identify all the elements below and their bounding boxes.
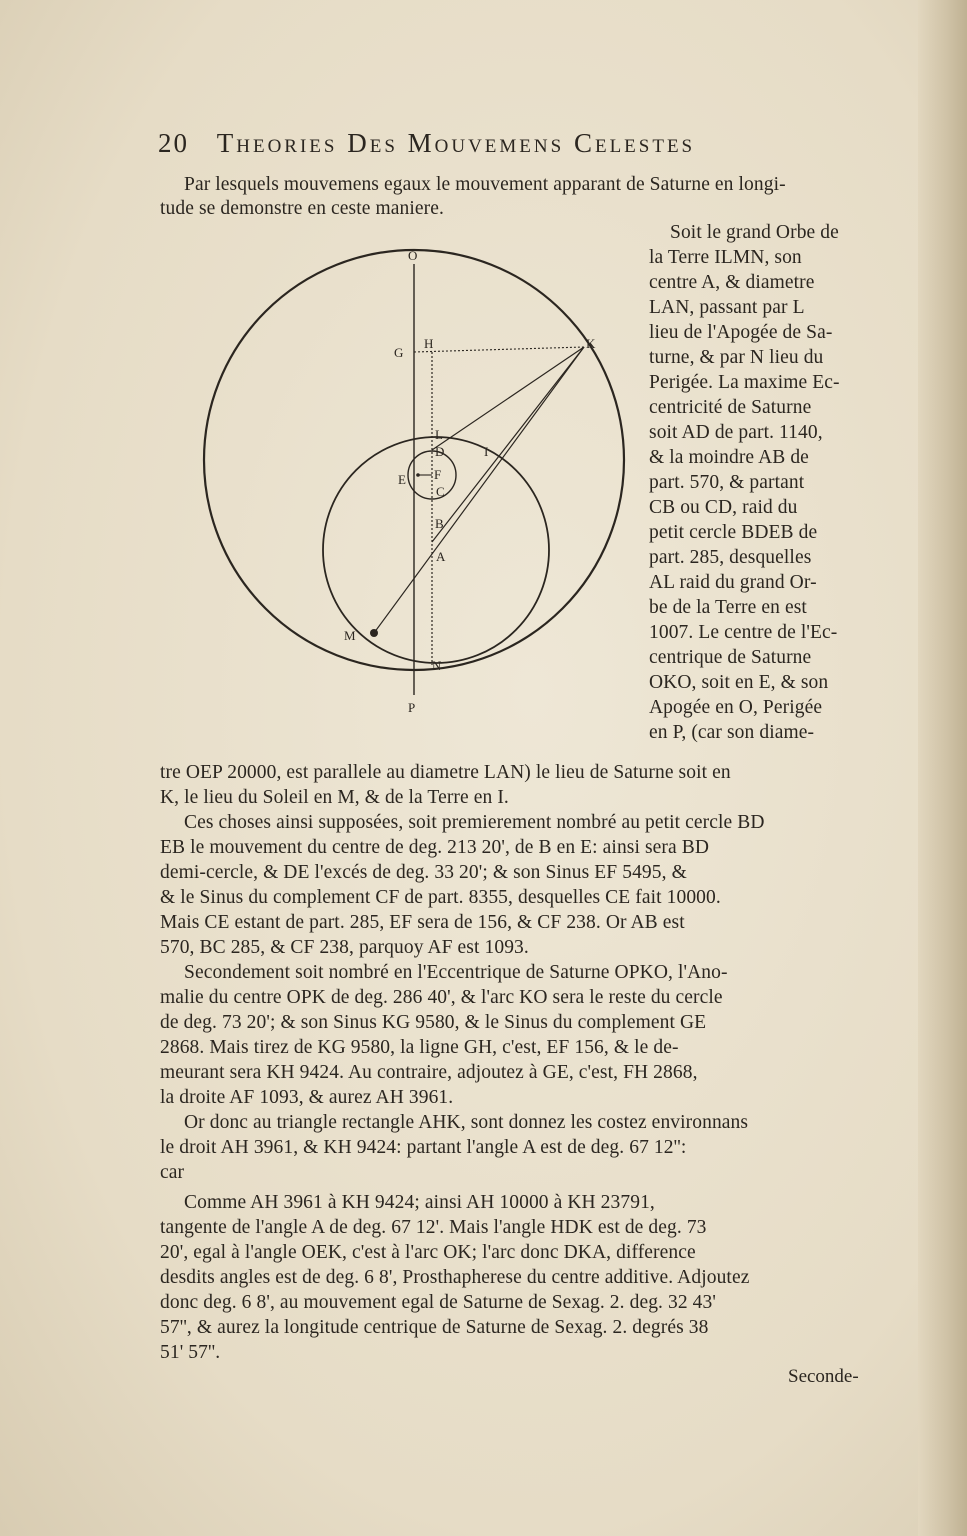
text-line: la droite AF 1093, & aurez AH 3961. bbox=[160, 1087, 454, 1108]
label-f: F bbox=[434, 467, 442, 482]
line-k-a bbox=[432, 347, 584, 542]
text-line: part. 285, desquelles bbox=[649, 547, 812, 568]
label-h: H bbox=[424, 336, 434, 351]
text-line: Mais CE estant de part. 285, EF sera de 156, & CF 238. Or AB est bbox=[160, 912, 685, 933]
label-n: N bbox=[432, 658, 442, 673]
text-line: Apogée en O, Perigée bbox=[649, 697, 823, 718]
text-line: centrique de Saturne bbox=[649, 647, 812, 668]
running-header bbox=[158, 128, 830, 166]
label-e: E bbox=[398, 472, 406, 487]
label-o: O bbox=[408, 248, 418, 263]
text-line: 2868. Mais tirez de KG 9580, la ligne GH, c'est, EF 156, & le de- bbox=[160, 1037, 679, 1058]
label-a: A bbox=[436, 549, 446, 564]
text-line: OKO, soit en E, & son bbox=[649, 672, 829, 693]
text-line: desdits angles est de deg. 6 8', Prosthapherese du centre additive. Adjoutez bbox=[160, 1267, 750, 1288]
text-line: tangente de l'angle A de deg. 67 12'. Mais l'angle HDK est de deg. 73 bbox=[160, 1217, 707, 1238]
text-line: car bbox=[160, 1162, 185, 1183]
text-line: centricité de Saturne bbox=[649, 397, 812, 418]
text-line: Soit le grand Orbe de bbox=[670, 222, 839, 243]
label-l: L bbox=[435, 427, 443, 442]
text-line: le droit AH 3961, & KH 9424: partant l'angle A est de deg. 67 12'': bbox=[160, 1137, 687, 1158]
dotted-horizontal-line bbox=[414, 347, 584, 352]
catchword: Seconde- bbox=[788, 1366, 859, 1387]
text-line: 51' 57''. bbox=[160, 1342, 221, 1363]
text-line: Secondement soit nombré en l'Eccentrique de Saturne OPKO, l'Ano- bbox=[184, 962, 728, 983]
text-line: demi-cercle, & DE l'excés de deg. 33 20'; & son Sinus EF 5495, & bbox=[160, 862, 687, 883]
text-line: & le Sinus du complement CF de part. 8355, desquelles CE fait 10000. bbox=[160, 887, 721, 908]
orbit-diagram bbox=[178, 240, 638, 720]
label-p: P bbox=[408, 700, 416, 715]
text-line: K, le lieu du Soleil en M, & de la Terre en I. bbox=[160, 787, 509, 808]
text-line: donc deg. 6 8', au mouvement egal de Saturne de Sexag. 2. deg. 32 43' bbox=[160, 1292, 716, 1313]
text-line: la Terre ILMN, son bbox=[649, 247, 802, 268]
label-m: M bbox=[344, 628, 356, 643]
page-number: 20 bbox=[158, 128, 189, 158]
text-line: 1007. Le centre de l'Ec- bbox=[649, 622, 838, 643]
text-line: de deg. 73 20'; & son Sinus KG 9580, & le Sinus du complement GE bbox=[160, 1012, 707, 1033]
text-line: tre OEP 20000, est parallele au diametre LAN) le lieu de Saturne soit en bbox=[160, 762, 731, 783]
binding-gutter bbox=[918, 0, 967, 1536]
text-line: Comme AH 3961 à KH 9424; ainsi AH 10000 à KH 23791, bbox=[184, 1192, 655, 1213]
text-line: 57'', & aurez la longitude centrique de Saturne de Sexag. 2. degrés 38 bbox=[160, 1317, 709, 1338]
text-line: LAN, passant par L bbox=[649, 297, 805, 318]
text-line: centre A, & diametre bbox=[649, 272, 815, 293]
text-line: meurant sera KH 9424. Au contraire, adjoutez à GE, c'est, FH 2868, bbox=[160, 1062, 698, 1083]
text-line: Perigée. La maxime Ec- bbox=[649, 372, 840, 393]
sun-icon bbox=[370, 629, 378, 637]
label-g: G bbox=[394, 345, 404, 360]
text-line: Par lesquels mouvemens egaux le mouvement apparant de Saturne en longi- bbox=[184, 174, 786, 195]
label-k: K bbox=[586, 336, 596, 351]
running-title: Theories Des Mouvemens Celestes bbox=[216, 128, 696, 158]
text-line: Ces choses ainsi supposées, soit premierement nombré au petit cercle BD bbox=[184, 812, 765, 833]
line-k-d bbox=[432, 347, 584, 450]
text-line: & la moindre AB de bbox=[649, 447, 809, 468]
label-i: I bbox=[484, 444, 489, 459]
text-line: be de la Terre en est bbox=[649, 597, 807, 618]
text-line: Or donc au triangle rectangle AHK, sont donnez les costez environnans bbox=[184, 1112, 749, 1133]
line-k-m bbox=[374, 347, 584, 633]
text-line: AL raid du grand Or- bbox=[649, 572, 817, 593]
text-line: malie du centre OPK de deg. 286 40', & l'arc KO sera le reste du cercle bbox=[160, 987, 723, 1008]
text-line: 570, BC 285, & CF 238, parquoy AF est 1093. bbox=[160, 937, 529, 958]
text-line: turne, & par N lieu du bbox=[649, 347, 824, 368]
text-line: EB le mouvement du centre de deg. 213 20', de B en E: ainsi sera BD bbox=[160, 837, 710, 858]
label-c: C bbox=[436, 484, 445, 499]
text-line: CB ou CD, raid du bbox=[649, 497, 798, 518]
text-line: 20', egal à l'angle OEK, c'est à l'arc OK; l'arc donc DKA, difference bbox=[160, 1242, 696, 1263]
text-line: lieu de l'Apogée de Sa- bbox=[649, 322, 833, 343]
text-line: part. 570, & partant bbox=[649, 472, 805, 493]
point-e bbox=[416, 473, 420, 477]
text-line: tude se demonstre en ceste maniere. bbox=[160, 198, 444, 219]
label-d: D bbox=[435, 444, 445, 459]
text-line: soit AD de part. 1140, bbox=[649, 422, 823, 443]
text-line: en P, (car son diame- bbox=[649, 722, 815, 743]
text-line: petit cercle BDEB de bbox=[649, 522, 818, 543]
label-b: B bbox=[435, 516, 444, 531]
